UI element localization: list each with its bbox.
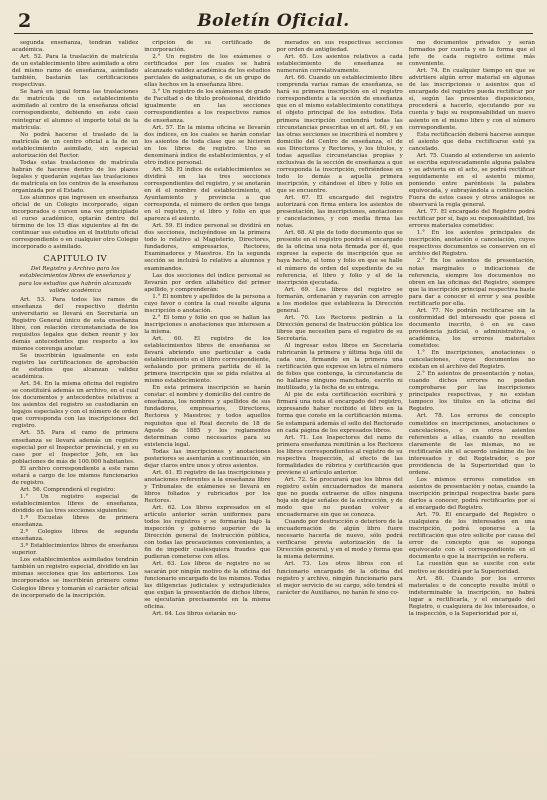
paragraph: Art. 74. En cualquier tiempo en que se advirtiere algún error material en algunas de las inscripciones o asientos que el encargado del registro pueda rectificar por sí, según las presentes disposiciones, procederá a hacerlo, ejecutando por su cuenta y bajo su responsabilidad un nuevo asiento en el mismo libro y con el número correspondiente. — [408, 68, 535, 131]
paragraph: Art. 72. Se procurará que los libros del registro estén encuadernados de manera que no pueda extraerse de ellos ninguna hoja sin dejar señales de la extracción, y de modo que no puedan volver a encuadernarse sin que se conozca. — [276, 476, 403, 519]
paragraph: segunda enseñanza, tendrán validez académica. — [12, 40, 139, 54]
paragraph: Al pie de esta certificación escribirá y firmará una nota el encargado del registro, expresando haber recibido el libro en la forma que conste en la certificación misma. Se estampará además el sello del Rectorado en cada página de los expresados libros. — [276, 392, 403, 434]
paragraph: Los mismos errores cometidos en asientos de presentación y notas, cuando la inscripción principal respectiva baste para darlos a conocer, podrá rectificarlos por sí el encargado del Registro. — [408, 476, 535, 512]
paragraph: 3.ª Establecimientos libres de enseñanza superior. — [12, 543, 139, 557]
paragraph: Art. 73. Los otros libros con el funcionario encargado de la oficina del registro y archivo, ningún funcionario para el mejor servicio de su cargo, sólo tendrá el carácter de Auxiliares, no harán fe sino co- — [276, 561, 403, 596]
paragraph: Los alumnos que ingresen en enseñanza oficial de un Colegio incorporado, sigan incorporados o cursen una vez principiado el curso académico, optarán dentro del término de los 15 días siguientes al fin de continuar sus estudios en el Instituto oficial correspondiente o en cualquier otro Colegio incorporado o asimilado. — [12, 195, 139, 251]
paragraph: Art. 54. En la misma oficina del registro se constituirá además un archivo, en el cual los documentos y antecedentes relativos a los asientos del registro se custodiarán en legajos especiales y con el número de orden que corresponda con las inscripciones del registro. — [12, 381, 139, 430]
paragraph: Art. 66. Cuando un establecimiento libre comprenda varias ramas de enseñanza, se hará su primera inscripción en el registro correspondiente a la sección de enseñanza que en el mismo establecimiento constituya el objeto principal de los estudios. Esta primera inscripción contendrá todas las circunstancias prescritas en el art. 60, y en las otras secciones se inscribirá el nombre y domicilio del Centro de enseñanza, el de sus Directores y Rectores, y los títulos, y todas aquellas circunstancias propias y exclusivas de la sección de enseñanza a que corresponda la inscripción, refiriéndose en todo lo demás a aquella primera inscripción, y citándose el libro y folio en que se encuentre. — [276, 75, 403, 194]
paragraph: Art. 71. Los Inspectores del ramo de primera enseñanza remitirán a los Rectores los libros correspondientes al registro de su respectiva Inspección, al efecto de las formalidades de rúbrica y certificación que previene el artículo anterior. — [276, 434, 403, 476]
text-column-4 — [409, 40, 535, 794]
paragraph: Las dos secciones del índice personal se llevarán por orden alfabético del primer apellido, y comprenderán: — [144, 272, 271, 293]
paragraph: Art. 56. Comprenderá el registro: — [20, 486, 116, 493]
paragraph: 2.° En los asientos de presentación, notas marginales o indicaciones de referencia, siempre los documentos no obren en las oficinas del Registro, siempre que la inscripción principal respectiva baste para dar a conocer el error y sea posible rectificarlo por ella. — [408, 258, 535, 307]
paragraph: Esta rectificación deberá hacerse aunque el asiento que deba rectificarse esté ya cancelado. — [408, 131, 535, 152]
paragraph: Art. 77. No podrán rectificarse sin la conformidad del interesado que posea el documento inscrito, ó en su caso providencia judicial, o administrativa, o académica, los errores materiales cometidos: — [408, 307, 535, 350]
paragraph: 3.° Un registro de los exámenes de grado de Facultad o de título profesional, dividido igualmente en las secciones correspondientes a los respectivos ramos de enseñanza. — [144, 89, 271, 124]
paragraph: merados en sus respectivas secciones por orden de antigüedad. — [276, 40, 403, 54]
text-column-3 — [277, 40, 403, 794]
paragraph: En esta primera inscripción se harán constar: el nombre y domicilio del centro de enseñanza, los nombres y apellidos de sus fundadores, empresarios, Directores, Rectores y Maestros; y todos aquellos requisitos que el Real decreto de 18 de Agosto de 1885 y los reglamentos determinan como necesarios para su existencia legal. — [144, 385, 271, 448]
paragraph: 1.° El nombre y apellidos de la persona a cuyo favor o contra la cual resulte alguna inscripción o anotación. — [144, 293, 271, 314]
paragraph: 1.° En los asientos principales de inscripción, anotación o cancelación, cuyos respectivos documentos se conserven en el archivo del Registro. — [408, 230, 535, 258]
paragraph: Art. 79. El encargado del Registro o cualquiera de los interesados en una inscripción, podrá oponerse a la rectificación que otro solicite por causa del error de concepto que se suponga equivocado con el correspondiente en el documento o que la inscripción se refiera. — [408, 512, 535, 561]
paragraph: Art. 61. El registro de las inscripciones y anotaciones referentes a la enseñanza libre y Tribunales de exámenes se llevará en libros foliados y rubricados por los Rectores. — [144, 469, 271, 505]
paragraph: Art. 63. Los libros de registro no se sacarán por ningún motivo de la oficina del funcionario encargado de los mismos. Todas las diligencias judiciales y extrajudiciales que exijan la presentación de dichos libros, se ejecutarán precisamente en la misma oficina. — [144, 561, 271, 610]
chapter-subtitle: Del Registro y Archivo para los establecimientos libres de enseñanza y para los estudios que habrán alcanzado validez académica — [18, 266, 132, 294]
paragraph: 2.° En asientos de presentación y notas, cuando dichos errores no puedan comprobarse por las inscripciones principales respectivas, y no existan tampoco los títulos en la oficina del Registro. — [408, 371, 535, 413]
paragraph: Art. 53. Para todos los ramos de enseñanza del respectivo distrito universitario se llevará en Secretaría un Registro General único de esta enseñanza libre, con relación circunstanciada de los requisitos legales que deben reunir y los demás antecedentes que respecto a los mismos convenga anotar. — [12, 296, 139, 352]
paragraph: Art. 65. Los asientos relativos a cada establecimiento de enseñanza se numerarán correlativamente. — [276, 54, 403, 75]
paragraph: El archivo correspondiente a este ramo estará a cargo de los mismos funcionarios de registro. — [12, 465, 139, 486]
paragraph: 2.ª Colegios libres de segunda enseñanza. — [12, 529, 139, 543]
paragraph: Art. 55. Para el ramo de primera enseñanza se llevará además un registro especial por el Inspector provincial, y en su caso por el Inspector Jefe, en las poblaciones de más de 100.000 habitantes. — [12, 430, 139, 465]
paragraph: Art. 62. Los libros expresados en el artículo anterior serán uniformes para todos los registros y se formarán bajo la inspección y gobierno superior de la Dirección general de Instrucción pública, con todas las precauciones convenientes, a fin de impedir cualesquiera fraudes que pudieran cometerse con ellos. — [144, 505, 271, 561]
paragraph: Art. 67. El encargado del registro autorizará con firma entera los asientos de presentación, las inscripciones, anotaciones y cancelaciones, y con media firma las notas. — [276, 195, 403, 230]
paragraph: Se inscribirán igualmente en este registro las certificaciones de aprobación de estudios que alcanzan validez académica. — [12, 352, 139, 381]
header-rule — [14, 33, 533, 34]
paragraph: Los establecimientos asimilados tendrán también un registro especial, dividido en las mismas secciones que los anteriores. Los incorporados se inscribirán primero como Colegios libres y tomarán el carácter oficial de incorporado de la inscripción. — [12, 557, 139, 599]
paragraph: 2.° El tomo y folio en que se hallan las inscripciones o anotaciones que interesen a la misma. — [144, 314, 271, 335]
text-column-2 — [144, 40, 270, 794]
paragraph: La cuestión que se suscite con este motivo se decidirá por la Superioridad. — [408, 561, 535, 575]
paragraph: Art. 75. Cuando al extenderse un asiento se escriba equivocadamente alguna palabra y se advierta en el acto, se podrá rectificar seguidamente en el asiento mismo, poniendo entre paréntesis la palabra equivocada, y subrayándola a continuación. Fuera de estos casos y otros análogos se observará la regla general. — [408, 152, 535, 209]
paragraph: Todas las inscripciones y anotaciones posteriores se asentarán a continuación, sin dejar claros entre unos y otros asientos. — [144, 448, 271, 469]
paragraph: cripción de su certificado de incorporación. — [144, 40, 271, 54]
paragraph: Cuando por destrucción o deterioro de la encuadernación de algún libro fuere necesario hacerla de nuevo, sólo podrá verificarse previa autorización de la Dirección general, y en el modo y forma que la misma determine. — [276, 519, 403, 561]
paragraph: 2.° Un registro de los exámenes o certificados por los cuales se habrá alcanzado validez académica de los estudios parciales de asignaturas, o de un grupo de ellas hechos en la enseñanza libre. — [144, 54, 271, 89]
publication-title: Boletín Oficial. — [197, 11, 350, 31]
paragraph: Al ingresar estos libros en Secretaría rubricarán la primera y última hoja útil de cada uno, firmando en la primera una certificación que exprese en letra el número de folios que contenga, la circunstancia de no hallarse ninguno manchado, escrito ni inutilizado, y la fecha de su entrega. — [276, 343, 403, 392]
chapter-heading: CAPITULO IV — [43, 254, 107, 265]
paragraph: 1.° Un registro especial de establecimientos libres de enseñanza, dividido en las tres secciones siguientes: — [12, 493, 139, 514]
paragraph: Art. 80. Cuando por los errores materiales o de concepto resulte inútil o indeterminable la inscripción, no habrá lugar a rectificarla, y el encargado del Registro, o cualquiera de los interesados, o la inspección, o la Superioridad por sí, — [408, 575, 535, 617]
paragraph: Art. 64. Los libros estarán nu- — [152, 610, 238, 617]
paragraph: mo documentos privados y serán formados por cuenta y en la forma que el jefe de cada registro estime más conveniente. — [408, 40, 535, 68]
paragraph: Art. 58. El índice de establecimientos se dividirá en las tres secciones correspondientes del registro, y se anotarán en él el nombre del establecimiento, el Ayuntamiento y provincia a que corresponda, el número de orden que tenga en el registro, y el libro y folio en que aparezca el asiento. — [144, 166, 271, 223]
paragraph: Se hará en igual forma las traslaciones de matrícula de un establecimiento asimilado al centro de la enseñanza oficial correspondiente, debiendo en este caso reintegrar el alumno el importe total de la matrícula. — [12, 89, 139, 131]
paragraph: Art. 60. El registro de los establecimientos libres de enseñanza se llevará abriendo uno particular a cada establecimiento en el libro correspondiente, señalando por primera partida de él la primera inscripción que se pida relativa al mismo establecimiento. — [144, 335, 271, 385]
paragraph: Art. 78. Los errores de concepto cometidos en inscripciones, anotaciones o cancelaciones, o en otros asientos referentes a ellas, cuando no resulten claramente de las mismas, no se rectificarán sin el acuerdo unánime de los interesados y del Registrador, o por providencia de la Superioridad que lo ordene. — [408, 413, 535, 476]
text-column-1 — [12, 40, 138, 794]
paragraph: 1.° En inscripciones, anotaciones o cancelaciones, cuyos documentos no existan en el archivo del Registro. — [408, 350, 535, 371]
paragraph: Art. 70. Los Rectores pedirán a la Dirección general de Instrucción pública los libros que necesiten para el registro de su Secretaría. — [276, 314, 403, 342]
paragraph: Todas estas traslaciones de matrícula habrán de hacerse dentro de los plazos legales y quedarán sujetas las traslaciones de matrícula en los centros de la enseñanza organizada por el Estado. — [12, 159, 139, 194]
paragraph: No podrá hacerse el traslado de la matrícula de un centro oficial a la de un establecimiento asimilado, sin especial autorización del Rector. — [12, 131, 139, 159]
paragraph: Art. 59. El índice personal se dividirá en dos secciones, incluyéndose en la primera todo lo relativo al Magisterio, Directores, fundadores, empresarios, Rectores, Examinadores y Maestros. En la segunda sección se incluirá lo relativo a alumnos y examinandos. — [144, 223, 271, 272]
paragraph: Art. 52. Para la traslación de matrícula de un establecimiento libre asimilado a otro del mismo ramo de enseñanza, asimilado también, bastarán las certificaciones respectivas. — [12, 54, 139, 89]
paragraph: Art. 77. El encargado del Registro podrá rectificar por sí, bajo su responsabilidad, los errores materiales cometidos: — [408, 209, 535, 230]
paragraph: Art. 69. Los libros del registro se formarán, ordenarán y rayarán con arreglo a los modelos que establezca la Dirección general. — [276, 286, 403, 314]
page-number: 2 — [18, 10, 32, 32]
paragraph: Art. 68. Al pie de todo documento que se presente en el registro pondrá el encargado de la oficina una nota firmada por él, que exprese la especie de inscripción que se haya hecho, el tomo y folio en que se halle el número de orden del expediente de su referencia, el libro y folio y el de la inscripción ejecutada. — [276, 230, 403, 286]
text-columns — [12, 40, 535, 794]
paragraph: 1.ª Escuelas libres de primera enseñanza. — [12, 515, 139, 529]
paragraph: Art. 57. En la misma oficina se llevarán dos índices, en los cuales se harán constar los asientos de toda clase que se hicieren en los libros de registro. Uno se denominará índice de establecimientos, y el otro índice personal. — [144, 124, 271, 166]
